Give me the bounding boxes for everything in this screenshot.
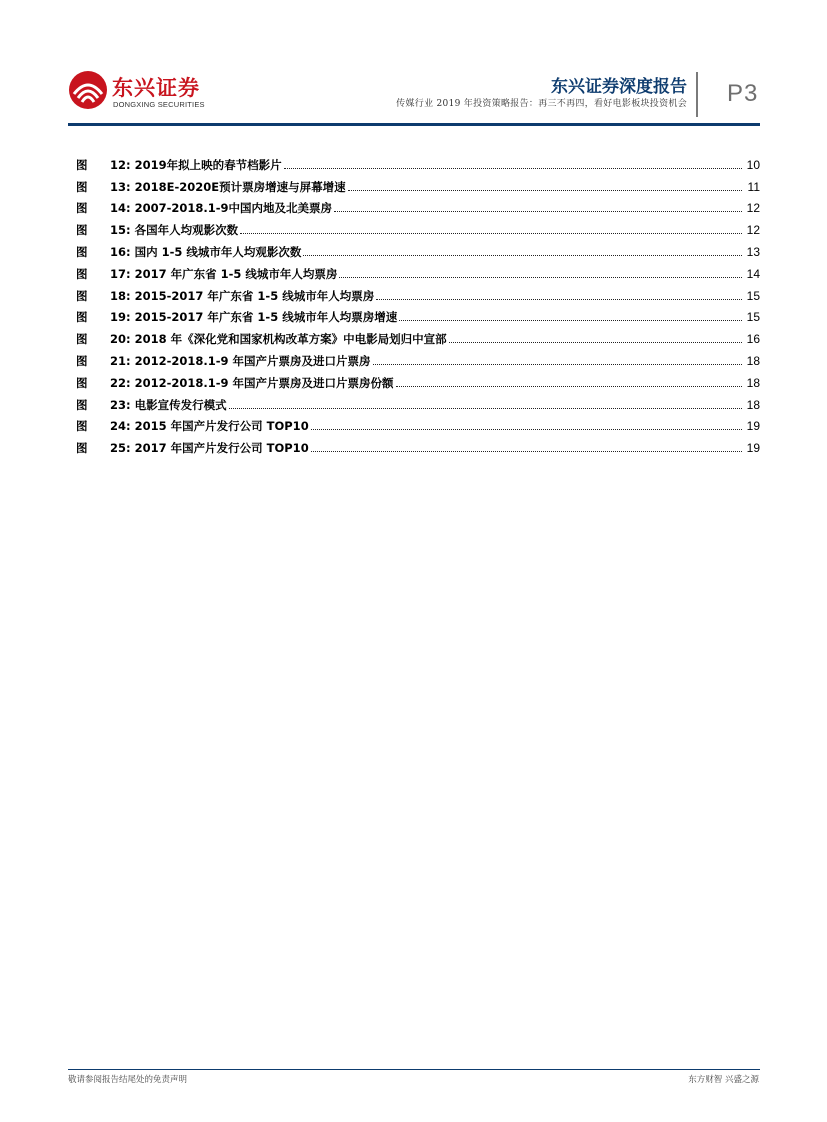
toc-page-number: 18 xyxy=(746,353,760,368)
toc-figure-number: 24: xyxy=(110,419,131,434)
toc-entry-label xyxy=(76,223,238,237)
toc-entry[interactable] xyxy=(76,303,760,325)
toc-leader-dots xyxy=(339,276,742,278)
toc-entry[interactable] xyxy=(76,368,760,390)
toc-figure-title: 2015 年国产片发行公司 TOP10 xyxy=(134,419,309,434)
toc-entry-label xyxy=(76,398,227,412)
toc-figure-title: 2018E-2020E预计票房增速与屏幕增速 xyxy=(134,179,346,194)
toc-figure-title: 2015-2017 年广东省 1-5 线城市年人均票房增速 xyxy=(134,310,398,325)
toc-figure-number: 12: xyxy=(110,157,131,172)
toc-entry-label xyxy=(76,158,282,172)
toc-figure-number: 22: xyxy=(110,375,131,390)
toc-entry-label xyxy=(76,441,309,455)
toc-leader-dots xyxy=(311,450,742,452)
toc-entry[interactable] xyxy=(76,281,760,303)
toc-page-number: 18 xyxy=(746,397,760,412)
toc-leader-dots xyxy=(376,298,742,300)
toc-figure-word: 图 xyxy=(76,244,90,259)
toc-entry[interactable] xyxy=(76,324,760,346)
company-logo xyxy=(68,70,208,116)
toc-figure-word: 图 xyxy=(76,375,90,390)
toc-entry[interactable] xyxy=(76,150,760,172)
toc-leader-dots xyxy=(449,341,742,343)
footer-rule xyxy=(68,1069,760,1070)
toc-figure-number: 19: xyxy=(110,310,131,325)
toc-entry[interactable] xyxy=(76,346,760,368)
toc-leader-dots xyxy=(334,210,742,212)
toc-figure-word: 图 xyxy=(76,332,90,347)
toc-figure-word: 图 xyxy=(76,266,90,281)
toc-figure-number: 18: xyxy=(110,288,131,303)
toc-leader-dots xyxy=(311,428,742,430)
toc-figure-title: 各国年人均观影次数 xyxy=(134,223,239,238)
toc-figure-number: 23: xyxy=(110,397,131,412)
page-header xyxy=(0,0,827,130)
figure-list xyxy=(76,150,760,455)
toc-leader-dots xyxy=(229,407,742,409)
logo-emblem-icon xyxy=(68,70,108,110)
toc-figure-word: 图 xyxy=(76,441,90,456)
toc-page-number: 19 xyxy=(746,419,760,434)
page-number: P3 xyxy=(727,80,759,107)
toc-entry-label xyxy=(76,245,301,259)
header-divider xyxy=(696,72,698,117)
toc-page-number: 15 xyxy=(746,288,760,303)
toc-figure-title: 2012-2018.1-9 年国产片票房及进口片票房 xyxy=(134,353,371,368)
toc-page-number: 18 xyxy=(746,375,760,390)
toc-leader-dots xyxy=(396,385,742,387)
toc-entry-label xyxy=(76,376,394,390)
toc-entry-label xyxy=(76,201,332,215)
toc-figure-title: 2019年拟上映的春节档影片 xyxy=(134,157,282,172)
toc-page-number: 10 xyxy=(746,157,760,172)
report-subtitle: 传媒行业 2019 年投资策略报告：再三不再四，看好电影板块投资机会 xyxy=(396,99,687,109)
toc-leader-dots xyxy=(399,319,742,321)
toc-page-number: 12 xyxy=(746,201,760,216)
toc-page-number: 11 xyxy=(747,179,760,194)
toc-figure-title: 电影宣传发行模式 xyxy=(134,397,227,412)
toc-figure-title: 2007-2018.1-9中国内地及北美票房 xyxy=(134,201,333,216)
toc-entry-label xyxy=(76,310,397,324)
toc-page-number: 14 xyxy=(746,266,760,281)
toc-entry[interactable] xyxy=(76,194,760,216)
toc-figure-title: 2017 年国产片发行公司 TOP10 xyxy=(134,441,309,456)
toc-figure-word: 图 xyxy=(76,223,90,238)
toc-page-number: 19 xyxy=(746,441,760,456)
toc-figure-number: 20: xyxy=(110,332,131,347)
toc-entry[interactable] xyxy=(76,390,760,412)
toc-entry-label xyxy=(76,267,337,281)
toc-entry[interactable] xyxy=(76,237,760,259)
toc-figure-title: 国内 1-5 线城市年人均观影次数 xyxy=(134,244,302,259)
toc-entry[interactable] xyxy=(76,172,760,194)
toc-figure-word: 图 xyxy=(76,157,90,172)
toc-figure-word: 图 xyxy=(76,201,90,216)
toc-leader-dots xyxy=(373,363,742,365)
toc-figure-number: 15: xyxy=(110,223,131,238)
toc-figure-title: 2017 年广东省 1-5 线城市年人均票房 xyxy=(134,266,338,281)
toc-figure-title: 2015-2017 年广东省 1-5 线城市年人均票房 xyxy=(134,288,375,303)
toc-entry-label xyxy=(76,419,309,433)
toc-figure-word: 图 xyxy=(76,353,90,368)
toc-page-number: 13 xyxy=(746,244,760,259)
footer-disclaimer: 敬请参阅报告结尾处的免责声明 xyxy=(68,1075,188,1085)
toc-page-number: 16 xyxy=(746,332,760,347)
toc-leader-dots xyxy=(240,232,742,234)
toc-figure-word: 图 xyxy=(76,179,90,194)
toc-page-number: 15 xyxy=(746,310,760,325)
toc-leader-dots xyxy=(284,167,742,169)
toc-figure-number: 25: xyxy=(110,441,131,456)
toc-figure-number: 21: xyxy=(110,353,131,368)
toc-figure-number: 17: xyxy=(110,266,131,281)
toc-figure-word: 图 xyxy=(76,419,90,434)
toc-entry[interactable] xyxy=(76,259,760,281)
logo-chinese-name: 东兴证券 xyxy=(112,76,200,100)
footer-slogan: 东方财智 兴盛之源 xyxy=(688,1075,759,1085)
toc-figure-number: 14: xyxy=(110,201,131,216)
toc-figure-title: 2018 年《深化党和国家机构改革方案》中电影局划归中宣部 xyxy=(134,332,447,347)
toc-entry[interactable] xyxy=(76,433,760,455)
logo-english-name: DONGXING SECURITIES xyxy=(113,100,205,109)
toc-leader-dots xyxy=(348,189,742,191)
toc-entry-label xyxy=(76,332,447,346)
toc-figure-number: 16: xyxy=(110,244,131,259)
toc-entry-label xyxy=(76,354,371,368)
toc-leader-dots xyxy=(303,254,742,256)
header-rule xyxy=(68,123,760,126)
toc-page-number: 12 xyxy=(746,223,760,238)
toc-figure-title: 2012-2018.1-9 年国产片票房及进口片票房份额 xyxy=(134,375,394,390)
report-title: 东兴证券深度报告 xyxy=(551,77,687,97)
toc-entry-label xyxy=(76,289,374,303)
toc-figure-word: 图 xyxy=(76,310,90,325)
toc-figure-word: 图 xyxy=(76,397,90,412)
toc-figure-word: 图 xyxy=(76,288,90,303)
toc-entry[interactable] xyxy=(76,412,760,434)
toc-entry[interactable] xyxy=(76,215,760,237)
toc-figure-number: 13: xyxy=(110,179,131,194)
toc-entry-label xyxy=(76,180,346,194)
